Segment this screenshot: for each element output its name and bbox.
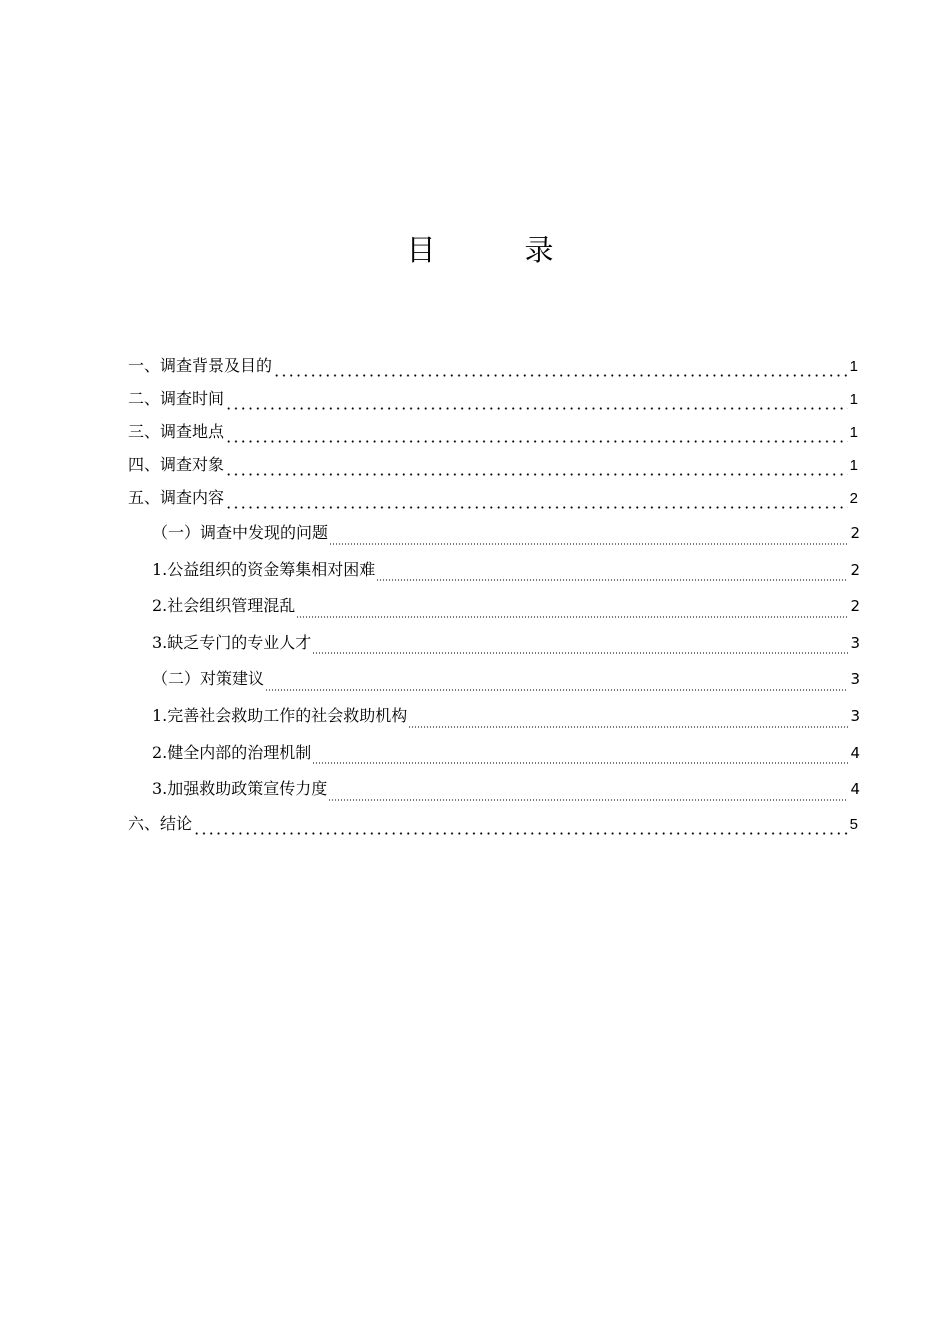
toc-entry-page-number: 1 [849,457,858,474]
toc-subentry[interactable] [128,737,860,774]
toc-entry-page-number: 1 [849,358,858,375]
toc-entry-page-number: 2 [850,524,860,542]
toc-entry[interactable] [128,418,860,451]
toc-entry-label: 三、调查地点 [128,422,225,441]
table-of-contents [128,352,860,843]
dot-leader [225,473,848,476]
dot-leader [312,762,848,764]
toc-entry-label: 六、结论 [128,813,193,833]
dot-leader [273,374,848,377]
toc-entry[interactable] [128,484,860,517]
toc-entry[interactable] [128,451,860,484]
toc-entry-page-number: 3 [850,670,860,689]
toc-subentry[interactable] [128,517,860,554]
toc-entry-label: 3.加强救助政策宣传力度 [152,779,328,799]
toc-entry-label: 2.健全内部的治理机制 [152,742,312,762]
dot-leader [225,407,848,410]
toc-entry-page-number: 4 [850,780,860,799]
toc-entry-label: 1.公益组织的资金筹集相对困难 [152,559,376,579]
toc-entry-page-number: 1 [849,391,858,408]
toc-entry-page-number: 4 [850,743,860,762]
toc-entry-label: 一、调查背景及目的 [128,356,273,375]
toc-subentry[interactable] [128,590,860,627]
toc-subentry[interactable] [128,663,860,700]
toc-entry-page-number: 2 [849,490,858,507]
toc-entry-page-number: 3 [850,706,860,725]
dot-leader [193,832,848,835]
toc-entry-label: 四、调查对象 [128,455,225,474]
toc-entry[interactable] [128,810,860,843]
toc-subentry[interactable] [128,627,860,664]
dot-leader [265,689,848,691]
toc-entry-label: （二）对策建议 [152,669,265,689]
toc-entry-page-number: 5 [849,815,858,833]
toc-entry[interactable] [128,385,860,418]
toc-entry-label: 五、调查内容 [128,488,225,507]
toc-entry-page-number: 3 [850,633,860,652]
toc-entry-page-number: 1 [849,424,858,441]
dot-leader [225,440,848,443]
toc-entry-label: 1.完善社会救助工作的社会救助机构 [152,705,408,725]
dot-leader [408,726,848,728]
dot-leader [296,616,848,618]
toc-subentry[interactable] [128,773,860,810]
dot-leader [376,579,848,581]
toc-entry-label: （一）调查中发现的问题 [152,523,329,542]
toc-title: 目 录 [406,233,584,267]
toc-entry-label: 3.缺乏专门的专业人才 [152,632,312,652]
dot-leader [225,506,848,509]
toc-entry-label: 2.社会组织管理混乱 [152,596,296,616]
toc-subentry[interactable] [128,700,860,737]
toc-entry[interactable] [128,352,860,385]
toc-subentry[interactable] [128,554,860,591]
toc-entry-label: 二、调查时间 [128,389,225,408]
toc-entry-page-number: 2 [850,560,860,579]
dot-leader [328,799,848,801]
toc-entry-page-number: 2 [850,597,860,616]
dot-leader [312,652,848,654]
dot-leader [329,543,848,545]
